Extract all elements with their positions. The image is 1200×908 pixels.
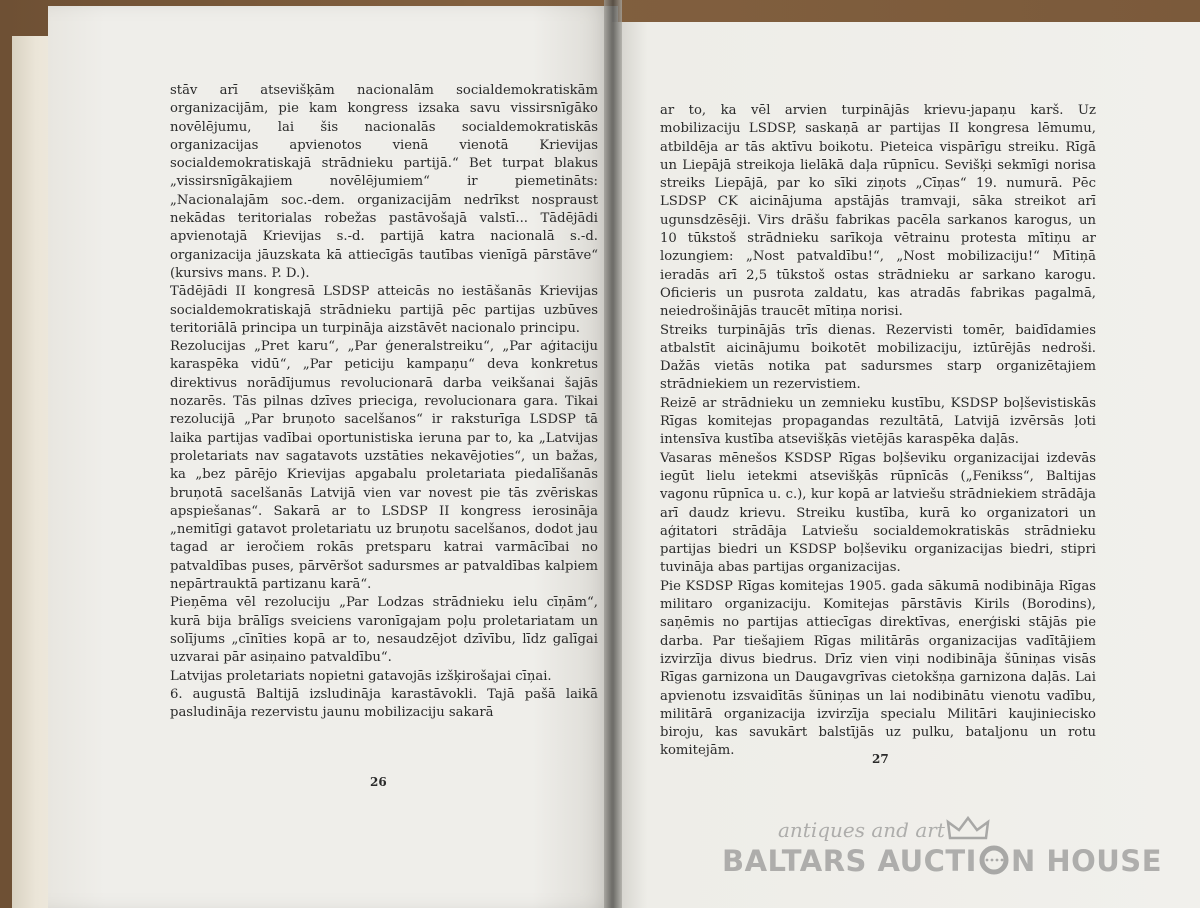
right-paragraph: Pie KSDSP Rīgas komitejas 1905. gada sākumā nodibināja Rīgas militaro organizaciju. Komitejas pārstāvis Kirils (Borodins), saņēmis no partijas attiecīgas direktīvas, enerģiski stājās pie darba. Par tiešajiem Rīgas militārās organizacijas vadītājiem izvirzīja divus biedrus. Drīz vien viņi nodibināja šūniņas visās Rīgas garnizona un Daugavgrīvas cietokšņa garnizona daļās. Lai apvienotu izsvaidītās šūniņas un lai nodibinātu vienotu vadību, militārā organizacija izvirzīja specialu Militāri kaujiniecisko biroju, kas savukārt balstījās uz pulku, bataljonu un rotu komitejām. <box>660 578 1096 759</box>
right-page-text <box>660 102 1096 761</box>
auction-watermark <box>722 818 1163 898</box>
watermark-title <box>722 844 1162 878</box>
right-paragraph: Reizē ar strādnieku un zemnieku kustību, KSDSP boļševistiskās Rīgas komitejas propagandas rezultātā, Latvijā izvērsās ļoti intensīva kustība atsevišķās vietējās karaspēka daļās. <box>660 395 1096 448</box>
crown-icon <box>946 816 990 842</box>
watermark-subtitle: antiques and art <box>778 818 945 842</box>
left-page-text <box>170 82 598 722</box>
right-paragraph: Streiks turpinājās trīs dienas. Rezervisti tomēr, baidīdamies atbalstīt aicinājumu boikotēt mobilizaciju, iztūrējās nedroši. Dažās vietās notika pat sadursmes starp organizētajiem strādniekiem un rezervistiem. <box>660 322 1096 393</box>
book-gutter <box>604 0 622 908</box>
watermark-title-part2: N HOUSE <box>1010 844 1163 878</box>
left-paragraph: stāv arī atsevišķām nacionalām socialdemokratiskām organizacijām, pie kam kongress izsaka savu vissirsnīgāko novēlējumu, lai šis nacionalās socialdemokratiskās organizacijas apvienotos vienā vienotā Krievijas socialdemokratiskajā strādnieku partijā.“ Bet turpat blakus „vissirsnīgākajiem novēlējumiem“ ir piemetināts: „Nacionalajām soc.-dem. organizacijām nedrīkst nospraust nekādas teritorialas robežas pastāvošajā valstī... Tādējādi apvienotajā Krievijas s.-d. partijā katra nacionalā s.-d. organizacija jāuzskata kā attiecīgās tautības vienīgā pārstāve“ (kursivs mans. P. D.). <box>170 83 598 281</box>
left-paragraph: Pieņēma vēl rezoluciju „Par Lodzas strādnieku ielu cīņām“, kurā bija brālīgs sveiciens varonīgajam poļu proletariatam un solījums „cīnīties kopā ar to, nesaudzējot dzīvību, līdz galīgai uzvarai pār asiņaino patvaldību“. <box>170 595 598 666</box>
watermark-title-part1: BALTARS AUCTI <box>722 844 977 878</box>
left-paragraph: 6. augustā Baltijā izsludināja karastāvokli. Tajā pašā laikā pasludināja rezervistu jaunu mobilizaciju sakarā <box>170 686 598 721</box>
left-page-number: 26 <box>370 775 387 789</box>
right-paragraph: Vasaras mēnešos KSDSP Rīgas boļševiku organizacijai izdevās iegūt lielu ietekmi atsevišķās rūpnīcās („Fenikss“, Baltijas vagonu rūpnīca u. c.), kur kopā ar latviešu strādniekiem strādāja arī daudz krievu. Streiku kustība, kurā ko organizatori un aģitatori strādāja Latviešu socialdemokratiskās strādnieku partijas biedri un KSDSP boļševiku organizacijas biedri, stipri tuvināja abas partijas organizacijas. <box>660 450 1096 576</box>
left-paragraph: Tādējādi II kongresā LSDSP atteicās no iestāšanās Krievijas socialdemokratiskajā strādnieku partijā pēc partijas uzbūves teritoriālā principa un turpināja aizstāvēt nacionalo principu. <box>170 284 598 336</box>
right-page-number: 27 <box>872 752 889 766</box>
right-paragraph: ar to, ka vēl arvien turpinājās krievu-japaņu karš. Uz mobilizaciju LSDSP, saskaņā ar partijas II kongresa lēmumu, atbildēja ar tās aktīvu boikotu. Pieteica vispārīgu streiku. Rīgā un Liepājā streikoja lielākā daļa rūpnīcu. Sevišķi sekmīgi norisa streiks Liepājā, par ko sīki ziņots „Cīņas“ 19. numurā. Pēc LSDSP CK aicinājuma apstājās tramvaji, sāka streikot arī ugunsdzēsēji. Virs drāšu fabrikas pacēla sarkanos karogus, un 10 tūkstoš strādnieku sarīkoja vētrainu protesta mītiņu ar lozungiem: „Nost patvaldību!“, „Nost mobilizaciju!“ Mītiņā ieradās arī 2,5 tūkstoš ostas strādnieku ar sarkano karogu. Oficieris un pusrota zaldatu, kas atradās fabrikas pagalmā, neiedrošinājās traucēt mītiņa norisi. <box>660 103 1096 320</box>
circle-o-icon <box>977 845 1011 875</box>
left-paragraph: Latvijas proletariats nopietni gatavojās izšķirošajai cīņai. <box>170 668 552 684</box>
left-paragraph: Rezolucijas „Pret karu“, „Par ģeneralstreiku“, „Par aģitaciju karaspēka vidū“, „Par peticiju kampaņu“ deva konkretus direktivus norādījumus revolucionarā darba veikšanai šajās nozarēs. Tās pilnas dzīves prieciga, revolucionara gara. Tikai rezolucijā „Par bruņoto sacelšanos“ ir raksturīga LSDSP tā laika partijas vadībai oportunistiska ieruna par to, ka „Latvijas proletariats nav sagatavots uzstāties nekavējoties“, un bažas, ka „bez pārējo Krievijas apgabalu proletariata piedalīšanās bruņotā sacelšanās Latvijā vien var novest pie tās zvēriskas apspiešanas“. Sakarā ar to LSDSP II kongress ierosināja „nemitīgi gatavot proletariatu uz bruņotu sacelšanos, dodot jau tagad ar ieročiem rokās pretsparu katrai varmācībai no patvaldības puses, pārvēršot sadursmes ar patvaldības kalpiem nepārtrauktā partizanu karā“. <box>170 339 598 593</box>
